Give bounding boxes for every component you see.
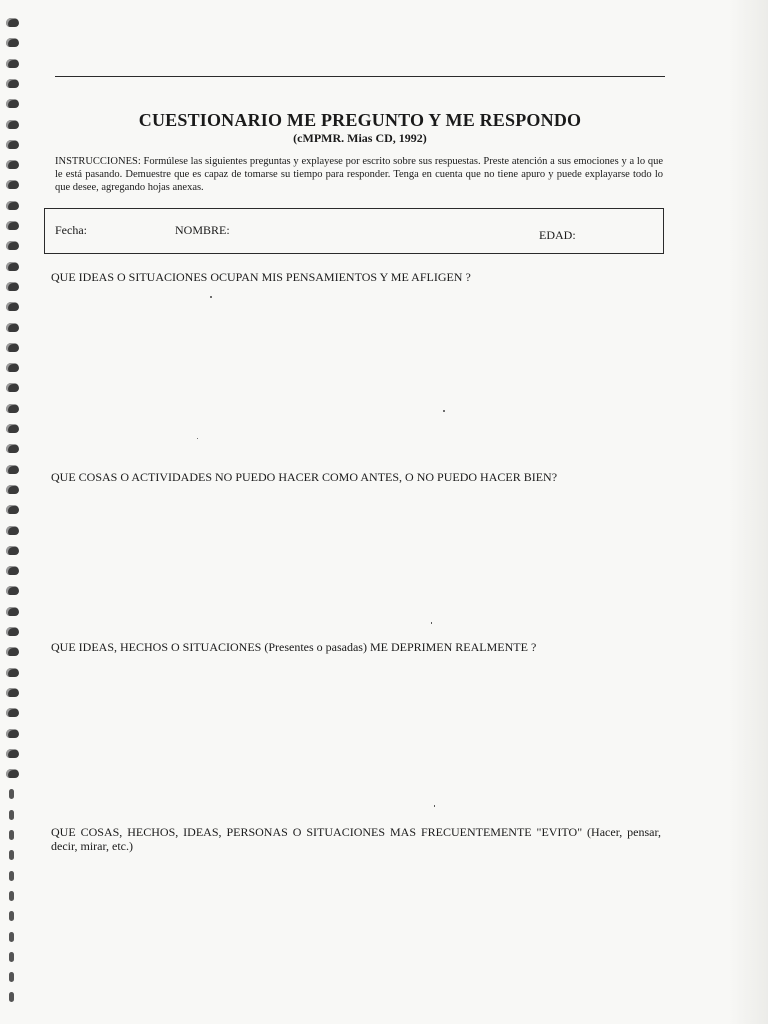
binding-hole	[9, 871, 14, 881]
binding-hole	[6, 59, 19, 68]
page-subtitle: (cMPMR. Mias CD, 1992)	[293, 131, 427, 145]
binding-hole	[9, 992, 14, 1002]
binding-hole	[6, 627, 19, 636]
binding-hole	[6, 38, 19, 47]
binding-hole	[6, 282, 19, 291]
scan-speck	[210, 296, 212, 298]
binding-hole	[6, 99, 19, 108]
binding-hole	[6, 647, 19, 656]
question-4: QUE COSAS, HECHOS, IDEAS, PERSONAS O SITUACIONES MAS FRECUENTEMENTE "EVITO" (Hacer, pensar, decir, mirar, etc.)	[51, 825, 661, 853]
binding-hole	[6, 444, 19, 453]
binding-hole	[6, 769, 19, 778]
binding-hole	[6, 485, 19, 494]
binding-hole	[6, 566, 19, 575]
top-rule-line	[55, 76, 665, 77]
scan-speck	[434, 805, 435, 807]
binding-hole	[6, 302, 19, 311]
instructions-paragraph: INSTRUCCIONES: Formúlese las siguientes preguntas y explayese por escrito sobre sus respuestas. Preste atención a sus emociones y a lo que le está pasando. Demuestre que es capaz de tomarse su tiempo para responder. Tenga en cuenta que no tiene apuro y puede explayarse todo lo que desee, agregando hojas anexas.	[55, 156, 663, 193]
binding-hole	[6, 343, 19, 352]
binding-hole	[6, 404, 19, 413]
binding-hole	[6, 586, 19, 595]
edad-label: EDAD:	[539, 228, 576, 242]
binding-hole	[9, 850, 14, 860]
page-title: CUESTIONARIO ME PREGUNTO Y ME RESPONDO	[138, 110, 582, 130]
binding-hole	[9, 911, 14, 921]
binding-hole	[6, 607, 19, 616]
binding-hole	[6, 262, 19, 271]
scan-speck	[443, 410, 445, 412]
binding-hole	[6, 160, 19, 169]
binding-hole	[6, 18, 19, 27]
binding-hole	[6, 79, 19, 88]
nombre-label: NOMBRE:	[175, 223, 230, 237]
binding-hole	[6, 505, 19, 514]
binding-hole	[9, 810, 14, 820]
binding-hole	[6, 241, 19, 250]
binding-hole	[9, 789, 14, 799]
binding-hole	[6, 668, 19, 677]
scan-speck	[197, 438, 198, 439]
page-edge-shadow	[728, 0, 768, 1024]
question-1: QUE IDEAS O SITUACIONES OCUPAN MIS PENSAMIENTOS Y ME AFLIGEN ?	[51, 270, 471, 284]
binding-hole	[9, 952, 14, 962]
scan-speck	[431, 622, 432, 624]
header-form-box	[44, 208, 664, 254]
binding-hole	[6, 688, 19, 697]
binding-hole	[6, 526, 19, 535]
binding-hole	[9, 972, 14, 982]
spiral-binding	[4, 18, 24, 1018]
binding-hole	[6, 749, 19, 758]
question-2: QUE COSAS O ACTIVIDADES NO PUEDO HACER COMO ANTES, O NO PUEDO HACER BIEN?	[51, 470, 558, 484]
binding-hole	[6, 180, 19, 189]
binding-hole	[6, 363, 19, 372]
binding-hole	[6, 221, 19, 230]
binding-hole	[6, 729, 19, 738]
binding-hole	[6, 546, 19, 555]
binding-hole	[6, 201, 19, 210]
binding-hole	[9, 830, 14, 840]
binding-hole	[6, 708, 19, 717]
binding-hole	[6, 383, 19, 392]
binding-hole	[6, 323, 19, 332]
binding-hole	[9, 932, 14, 942]
binding-hole	[6, 465, 19, 474]
question-3: QUE IDEAS, HECHOS O SITUACIONES (Presentes o pasadas) ME DEPRIMEN REALMENTE ?	[51, 640, 537, 654]
fecha-label: Fecha:	[55, 223, 87, 237]
binding-hole	[6, 424, 19, 433]
binding-hole	[9, 891, 14, 901]
